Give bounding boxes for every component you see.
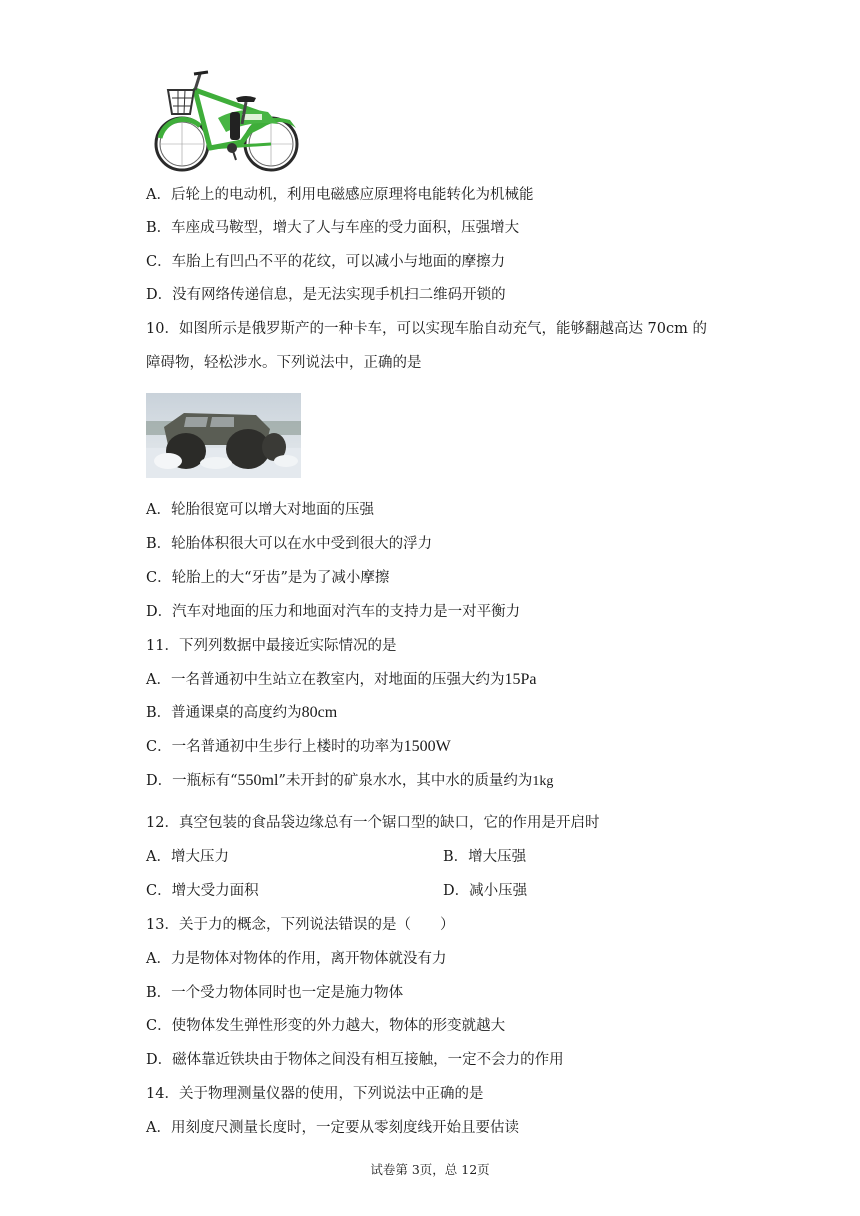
q11-stem: 11．下列列数据中最接近实际情况的是: [146, 638, 397, 654]
q14-stem: 14．关于物理测量仪器的使用，下列说法中正确的是: [146, 1086, 484, 1102]
bicycle-image: [150, 68, 302, 172]
q12-option-b: B．增大压强: [443, 849, 527, 865]
q11-option-c-value: 1500W: [403, 738, 451, 755]
q10-stem-line2: 障碍物，轻松涉水。下列说法中，正确的是: [146, 355, 422, 371]
q14-option-a: A．用刻度尺测量长度时，一定要从零刻度线开始且要估读: [146, 1120, 519, 1136]
q10-option-d: D．汽车对地面的压力和地面对汽车的支持力是一对平衡力: [146, 604, 521, 620]
q11-option-b-value: 80cm: [301, 704, 338, 721]
q9-option-b: B．车座成马鞍型，增大了人与车座的受力面积，压强增大: [146, 220, 520, 236]
q10-option-c: C．轮胎上的大“牙齿”是为了减小摩擦: [146, 570, 390, 586]
q11-option-d-mass: 1kg: [532, 774, 554, 789]
q11-option-a-value: 15Pa: [504, 671, 537, 688]
q12-option-a: A．增大压力: [146, 849, 229, 865]
q11-option-b: [146, 703, 337, 723]
q10-stem-line1: 10．如图所示是俄罗斯产的一种卡车，可以实现车胎自动充气，能够翻越高达 70cm 的: [146, 321, 707, 337]
q11-option-c-text: C．一名普通初中生步行上楼时的功率为: [146, 739, 404, 755]
q13-option-d: D．磁体靠近铁块由于物体之间没有相互接触，一定不会力的作用: [146, 1052, 564, 1068]
q11-option-c: [146, 737, 451, 757]
q11-option-b-text: B．普通课桌的高度约为: [146, 705, 302, 721]
q11-option-a: [146, 670, 536, 690]
q9-option-d: D．没有网络传递信息，是无法实现手机扫二维码开锁的: [146, 287, 506, 303]
q11-option-a-text: A．一名普通初中生站立在教室内，对地面的压强大约为: [146, 672, 505, 688]
q13-option-c: C．使物体发生弹性形变的外力越大，物体的形变就越大: [146, 1018, 506, 1034]
q9-option-a: A．后轮上的电动机，利用电磁感应原理将电能转化为机械能: [146, 187, 534, 203]
q10-option-b: B．轮胎体积很大可以在水中受到很大的浮力: [146, 536, 433, 552]
q13-stem: 13．关于力的概念，下列说法错误的是（ ）: [146, 917, 455, 933]
q12-option-c: C．增大受力面积: [146, 883, 259, 899]
q12-option-d: D．减小压强: [443, 883, 528, 899]
truck-image: [146, 393, 301, 478]
q9-option-c: C．车胎上有凹凸不平的花纹，可以减小与地面的摩擦力: [146, 254, 506, 270]
q11-option-d: [146, 771, 553, 792]
q11-option-d-text: D．一瓶标有“: [146, 773, 238, 789]
q10-option-a: A．轮胎很宽可以增大对地面的压强: [146, 502, 374, 518]
page-footer: 试卷第 3页，总 12页: [370, 1162, 490, 1177]
q13-option-a: A．力是物体对物体的作用，离开物体就没有力: [146, 951, 447, 967]
q12-stem: 12．真空包装的食品袋边缘总有一个锯口型的缺口，它的作用是开启时: [146, 815, 600, 831]
q11-option-d-volume: 550ml: [237, 772, 279, 789]
q11-option-d-text2: ”未开封的矿泉水水，其中水的质量约为: [278, 773, 533, 789]
q13-option-b: B．一个受力物体同时也一定是施力物体: [146, 985, 404, 1001]
